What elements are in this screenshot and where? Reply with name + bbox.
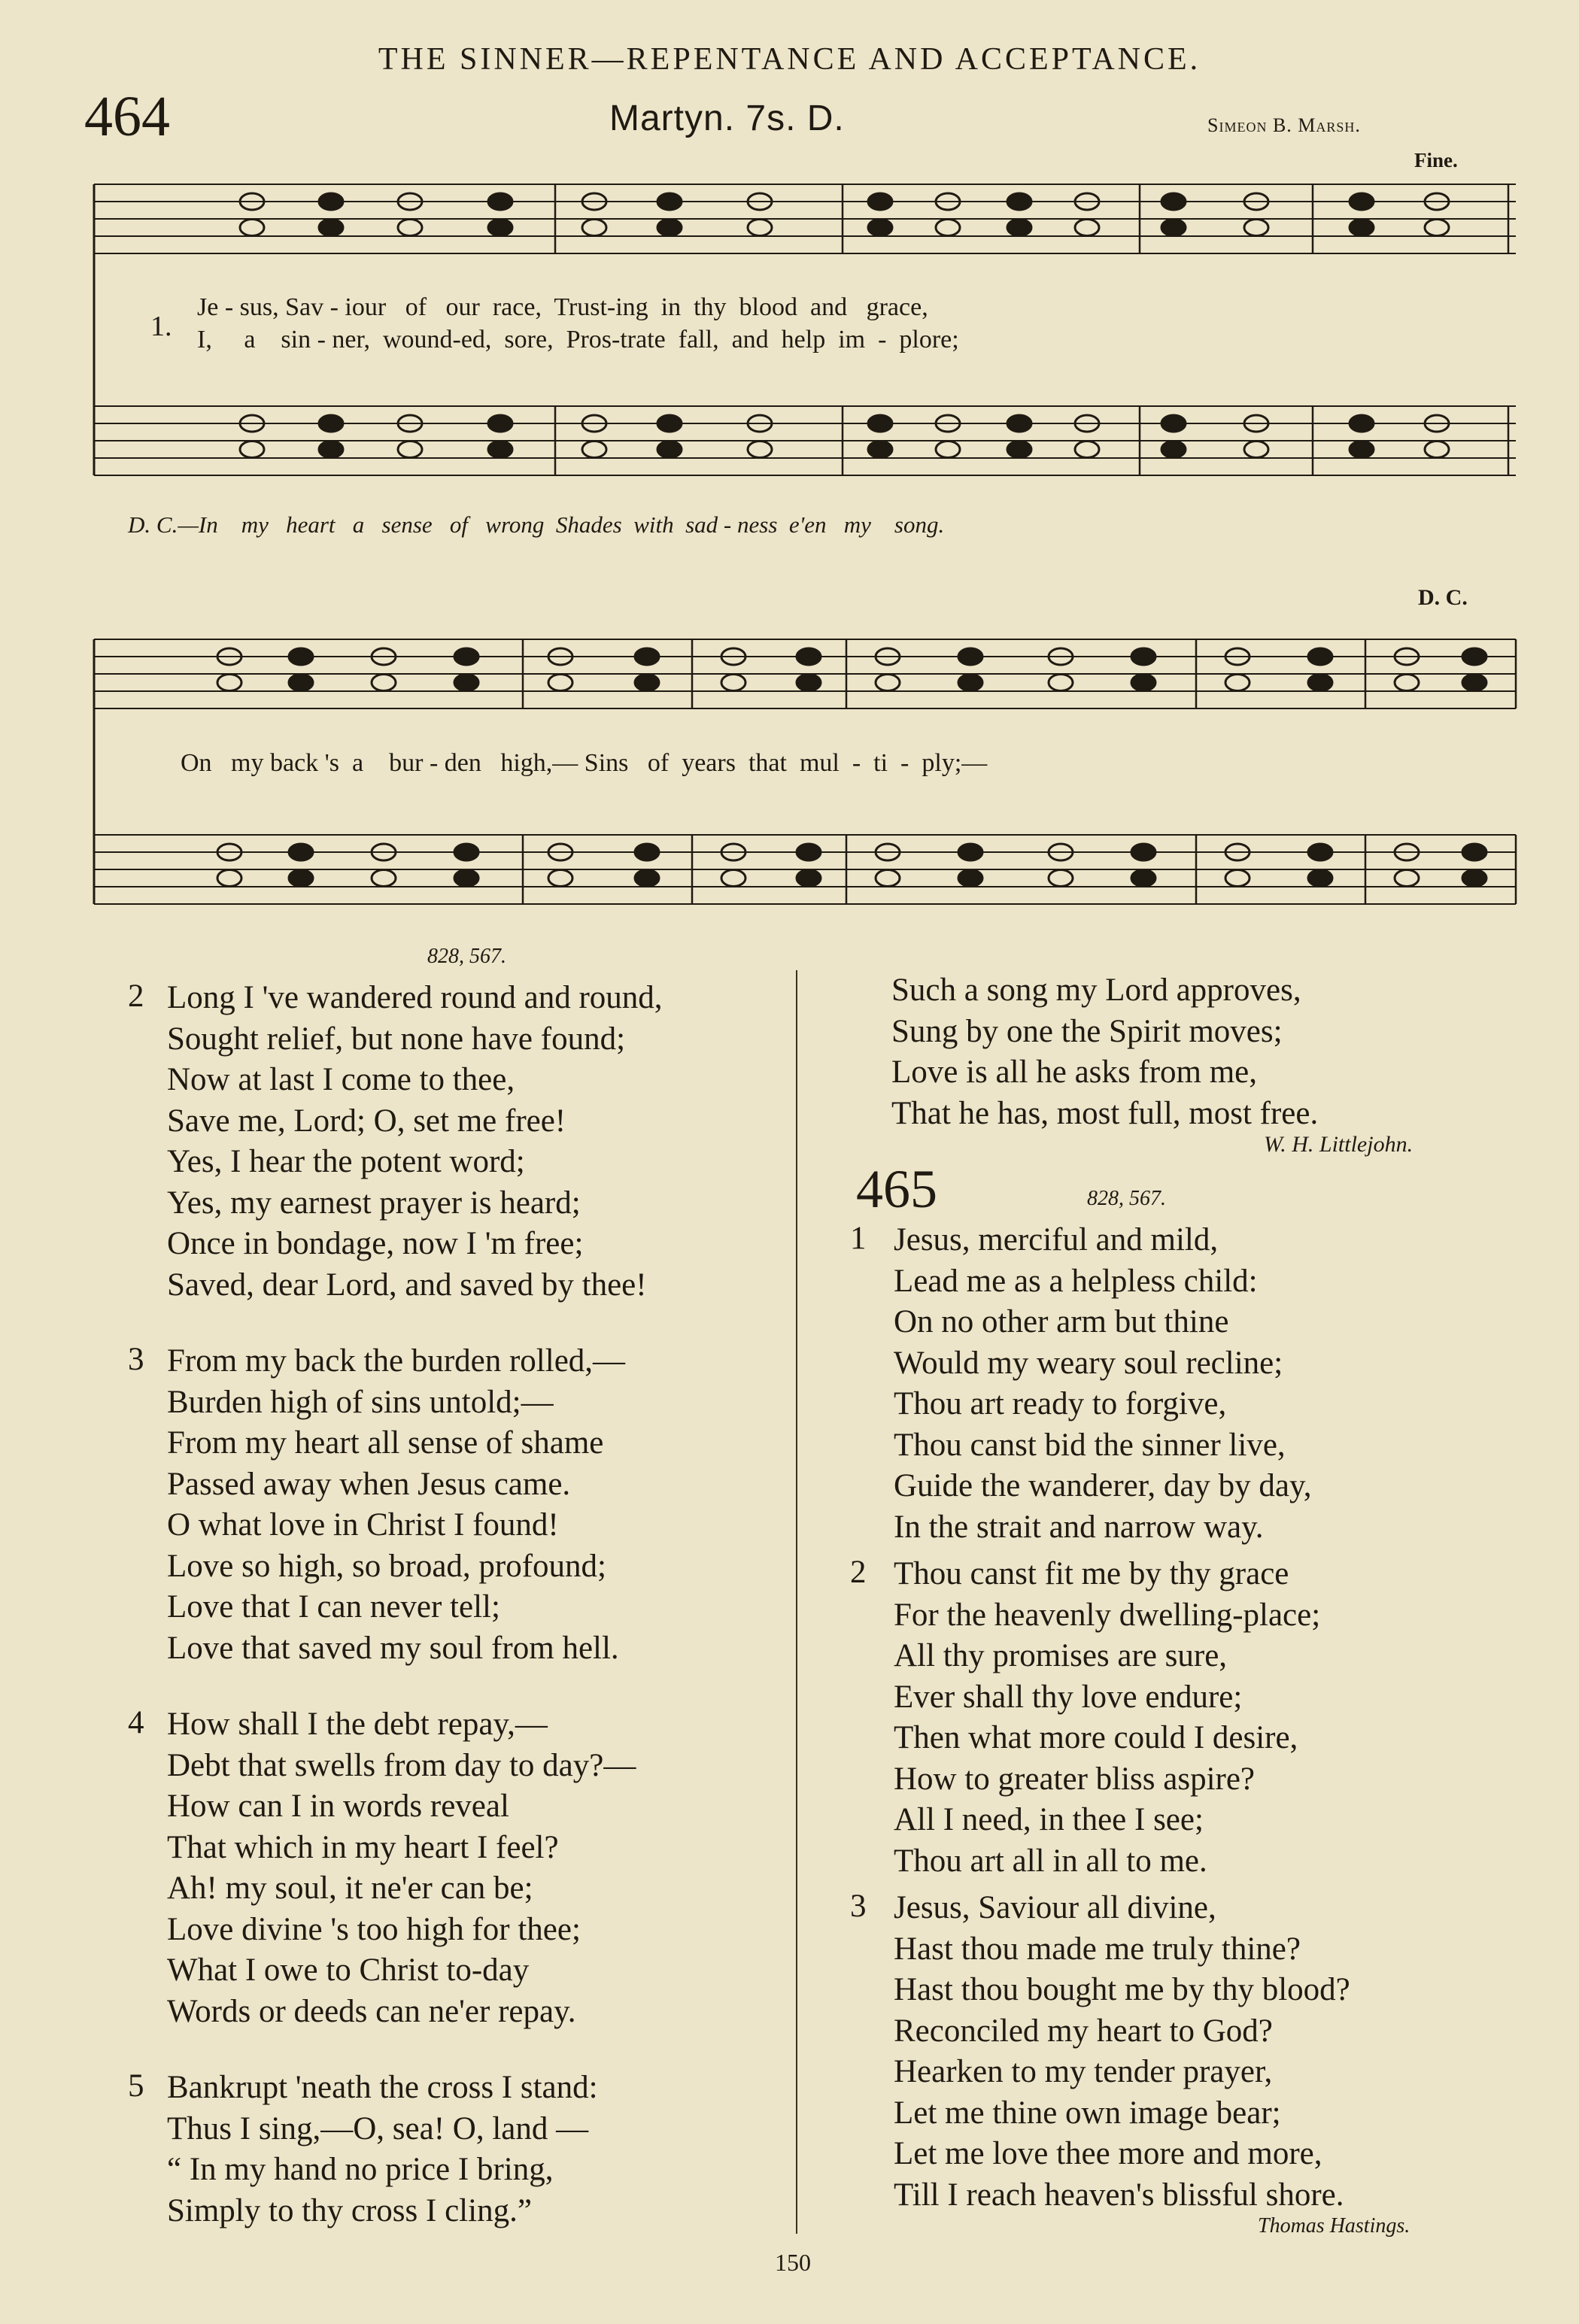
- note-head: [1161, 193, 1186, 210]
- verse-line: From my heart all sense of shame: [167, 1425, 604, 1461]
- continuation-line: Love is all he asks from me,: [891, 1054, 1258, 1090]
- note-head: [748, 441, 772, 458]
- note-head: [319, 441, 343, 458]
- verse-line: Burden high of sins untold;—: [167, 1384, 554, 1420]
- verse-line: Ah! my soul, it ne'er can be;: [167, 1870, 533, 1906]
- note-head: [1007, 220, 1031, 236]
- verse-line: Till I reach heaven's blissful shore.: [894, 2177, 1344, 2213]
- author-464: W. H. Littlejohn.: [1264, 1132, 1414, 1157]
- verse-number: 1: [850, 1221, 867, 1256]
- note-head: [398, 441, 422, 458]
- note-head: [958, 675, 982, 691]
- tune-ref-464: 828, 567.: [427, 945, 506, 968]
- note-head: [958, 844, 982, 860]
- note-head: [1075, 220, 1099, 236]
- verse-line: On no other arm but thine: [894, 1304, 1229, 1339]
- hymn-465-number: 465: [856, 1159, 937, 1219]
- verse-line: “ In my hand no price I bring,: [167, 2152, 554, 2187]
- note-head: [1075, 441, 1099, 458]
- verse-line: Thus I sing,—O, sea! O, land —: [167, 2110, 589, 2147]
- note-head: [635, 844, 659, 860]
- verse-line: How to greater bliss aspire?: [894, 1761, 1256, 1797]
- note-head: [635, 675, 659, 691]
- note-head: [958, 648, 982, 665]
- verse-line: Words or deeds can ne'er repay.: [167, 1993, 576, 2029]
- verse-line: All I need, in thee I see;: [894, 1802, 1204, 1837]
- verse-line: Reconciled my heart to God?: [894, 2013, 1273, 2049]
- verse-line: O what love in Christ I found!: [167, 1507, 559, 1543]
- note-head: [1425, 441, 1449, 458]
- note-head: [1350, 415, 1374, 432]
- verse-line: Now at last I come to thee,: [167, 1062, 515, 1097]
- note-head: [1350, 193, 1374, 210]
- verse-line: Yes, I hear the potent word;: [167, 1144, 525, 1179]
- note-head: [657, 193, 682, 210]
- page-header: THE SINNER—REPENTANCE AND ACCEPTANCE.: [378, 42, 1201, 77]
- verse-line: Sought relief, but none have found;: [167, 1021, 626, 1057]
- note-head: [1007, 193, 1031, 210]
- note-head: [582, 220, 606, 236]
- verse-line: Yes, my earnest prayer is heard;: [167, 1185, 581, 1221]
- verse-line: How shall I the debt repay,—: [167, 1707, 548, 1742]
- note-head: [398, 220, 422, 236]
- note-head: [1350, 220, 1374, 236]
- tune-ref-465: 828, 567.: [1087, 1187, 1166, 1210]
- verse-line: How can I in words reveal: [167, 1789, 509, 1824]
- verse-line: Then what more could I desire,: [894, 1720, 1298, 1755]
- note-head: [657, 220, 682, 236]
- verse-line: Debt that swells from day to day?—: [167, 1747, 636, 1783]
- note-head: [1462, 648, 1486, 665]
- note-head: [1308, 844, 1332, 860]
- column-divider: [796, 970, 797, 2234]
- note-head: [635, 870, 659, 887]
- note-head: [1049, 675, 1073, 691]
- note-head: [289, 844, 313, 860]
- hymn-464-number: 464: [84, 85, 170, 148]
- note-head: [797, 870, 821, 887]
- note-head: [372, 870, 396, 887]
- continuation-line: That he has, most full, most free.: [891, 1095, 1319, 1131]
- verse-line: Guide the wanderer, day by day,: [894, 1468, 1312, 1503]
- note-head: [454, 844, 478, 860]
- verse-line: Let me thine own image bear;: [894, 2095, 1281, 2131]
- note-head: [240, 441, 264, 458]
- note-head: [1225, 870, 1250, 887]
- note-head: [1462, 870, 1486, 887]
- dc-lyric-line: D. C.—In my heart a sense of wrong Shades with sad - ness e'en my song.: [128, 511, 945, 538]
- note-head: [289, 870, 313, 887]
- note-head: [936, 441, 960, 458]
- verse-line: Long I 've wandered round and round,: [167, 980, 663, 1015]
- verse-line: For the heavenly dwelling-place;: [894, 1597, 1321, 1633]
- verse-line: Love that I can never tell;: [167, 1589, 500, 1625]
- note-head: [1244, 220, 1268, 236]
- verse-line: That which in my heart I feel?: [167, 1829, 559, 1865]
- note-head: [217, 870, 241, 887]
- note-head: [876, 870, 900, 887]
- lyric-line-2: On my back 's a bur - den high,— Sins of years that mul - ti - ply;—: [181, 749, 988, 777]
- verse-line: Passed away when Jesus came.: [167, 1466, 571, 1502]
- verse-line: Save me, Lord; O, set me free!: [167, 1103, 566, 1139]
- note-head: [1395, 870, 1419, 887]
- note-head: [868, 415, 892, 432]
- verse-line: Thou art ready to forgive,: [894, 1386, 1227, 1421]
- note-head: [1462, 675, 1486, 691]
- lyric-line-1-top: Je - sus, Sav - iour of our race, Trust-ing in thy blood and grace,: [197, 293, 928, 321]
- note-head: [319, 193, 343, 210]
- verse-number: 3: [850, 1889, 867, 1924]
- continuation-line: Sung by one the Spirit moves;: [891, 1013, 1283, 1049]
- tune-name: Martyn. 7s. D.: [609, 99, 845, 138]
- verse-marker: 1.: [150, 311, 172, 342]
- note-head: [1462, 844, 1486, 860]
- note-head: [876, 675, 900, 691]
- note-head: [1007, 441, 1031, 458]
- note-head: [217, 675, 241, 691]
- note-head: [488, 193, 512, 210]
- note-head: [868, 220, 892, 236]
- verse-line: Hast thou made me truly thine?: [894, 1931, 1301, 1967]
- note-head: [868, 193, 892, 210]
- note-head: [1425, 220, 1449, 236]
- composer: Simeon B. Marsh.: [1207, 114, 1361, 136]
- verse-number: 4: [128, 1705, 144, 1740]
- note-head: [289, 675, 313, 691]
- verse-line: Saved, dear Lord, and saved by thee!: [167, 1267, 647, 1303]
- verse-line: Let me love thee more and more,: [894, 2136, 1322, 2171]
- note-head: [488, 415, 512, 432]
- hymn-464-continuation: [891, 970, 1553, 1134]
- note-head: [721, 675, 745, 691]
- note-head: [1350, 441, 1374, 458]
- verse-line: In the strait and narrow way.: [894, 1509, 1264, 1545]
- verse-line: Thou canst fit me by thy grace: [894, 1556, 1289, 1591]
- dc-marking: D. C.: [1418, 585, 1468, 610]
- verse-line: Hearken to my tender prayer,: [894, 2054, 1273, 2089]
- verse-line: Hast thou bought me by thy blood?: [894, 1972, 1350, 2007]
- verse-line: All thy promises are sure,: [894, 1638, 1228, 1673]
- note-head: [289, 648, 313, 665]
- note-head: [372, 675, 396, 691]
- note-head: [454, 870, 478, 887]
- note-head: [657, 441, 682, 458]
- note-head: [748, 220, 772, 236]
- note-head: [319, 220, 343, 236]
- verse-line: Would my weary soul recline;: [894, 1345, 1283, 1381]
- note-head: [582, 441, 606, 458]
- note-head: [548, 870, 572, 887]
- note-head: [1161, 220, 1186, 236]
- note-head: [454, 675, 478, 691]
- note-head: [1007, 415, 1031, 432]
- note-head: [958, 870, 982, 887]
- verse-line: From my back the burden rolled,—: [167, 1343, 626, 1379]
- verse-line: Jesus, merciful and mild,: [894, 1222, 1219, 1258]
- verse-line: Simply to thy cross I cling.”: [167, 2192, 532, 2228]
- note-head: [1161, 415, 1186, 432]
- verse-line: Thou canst bid the sinner live,: [894, 1427, 1286, 1463]
- note-head: [1161, 441, 1186, 458]
- continuation-line: Such a song my Lord approves,: [891, 972, 1301, 1008]
- verse-line: Jesus, Saviour all divine,: [894, 1890, 1216, 1925]
- note-head: [1395, 675, 1419, 691]
- note-head: [1131, 648, 1155, 665]
- verse-line: Love divine 's too high for thee;: [167, 1911, 581, 1947]
- note-head: [319, 415, 343, 432]
- note-head: [1131, 870, 1155, 887]
- note-head: [1308, 648, 1332, 665]
- note-head: [488, 441, 512, 458]
- note-head: [635, 648, 659, 665]
- verse-line: Bankrupt 'neath the cross I stand:: [167, 2070, 598, 2105]
- note-head: [1244, 441, 1268, 458]
- note-head: [936, 220, 960, 236]
- verse-number: 2: [850, 1555, 867, 1590]
- fine-marking: Fine.: [1414, 149, 1458, 171]
- verse-line: Once in bondage, now I 'm free;: [167, 1226, 584, 1261]
- note-head: [1308, 870, 1332, 887]
- verse-line: Love that saved my soul from hell.: [167, 1630, 619, 1666]
- note-head: [657, 415, 682, 432]
- note-head: [797, 675, 821, 691]
- page-number: 150: [775, 2249, 811, 2276]
- note-head: [1049, 870, 1073, 887]
- note-head: [797, 844, 821, 860]
- music-score: [0, 0, 1579, 970]
- verse-number: 3: [128, 1342, 144, 1377]
- verse-line: Ever shall thy love endure;: [894, 1679, 1243, 1715]
- lyric-line-1-bottom: I, a sin - ner, wound-ed, sore, Pros-trate fall, and help im - plore;: [197, 326, 959, 353]
- note-head: [240, 220, 264, 236]
- verse-line: Thou art all in all to me.: [894, 1843, 1207, 1879]
- note-head: [1131, 844, 1155, 860]
- verse-line: Lead me as a helpless child:: [894, 1263, 1258, 1299]
- note-head: [454, 648, 478, 665]
- note-head: [868, 441, 892, 458]
- verse-line: What I owe to Christ to-day: [167, 1952, 530, 1988]
- note-head: [548, 675, 572, 691]
- note-head: [1225, 675, 1250, 691]
- note-head: [797, 648, 821, 665]
- note-head: [721, 870, 745, 887]
- verse-number: 5: [128, 2068, 144, 2104]
- note-head: [1131, 675, 1155, 691]
- note-head: [488, 220, 512, 236]
- note-head: [1308, 675, 1332, 691]
- verse-line: Love so high, so broad, profound;: [167, 1548, 607, 1584]
- verse-number: 2: [128, 978, 144, 1014]
- author-465: Thomas Hastings.: [1258, 2214, 1410, 2238]
